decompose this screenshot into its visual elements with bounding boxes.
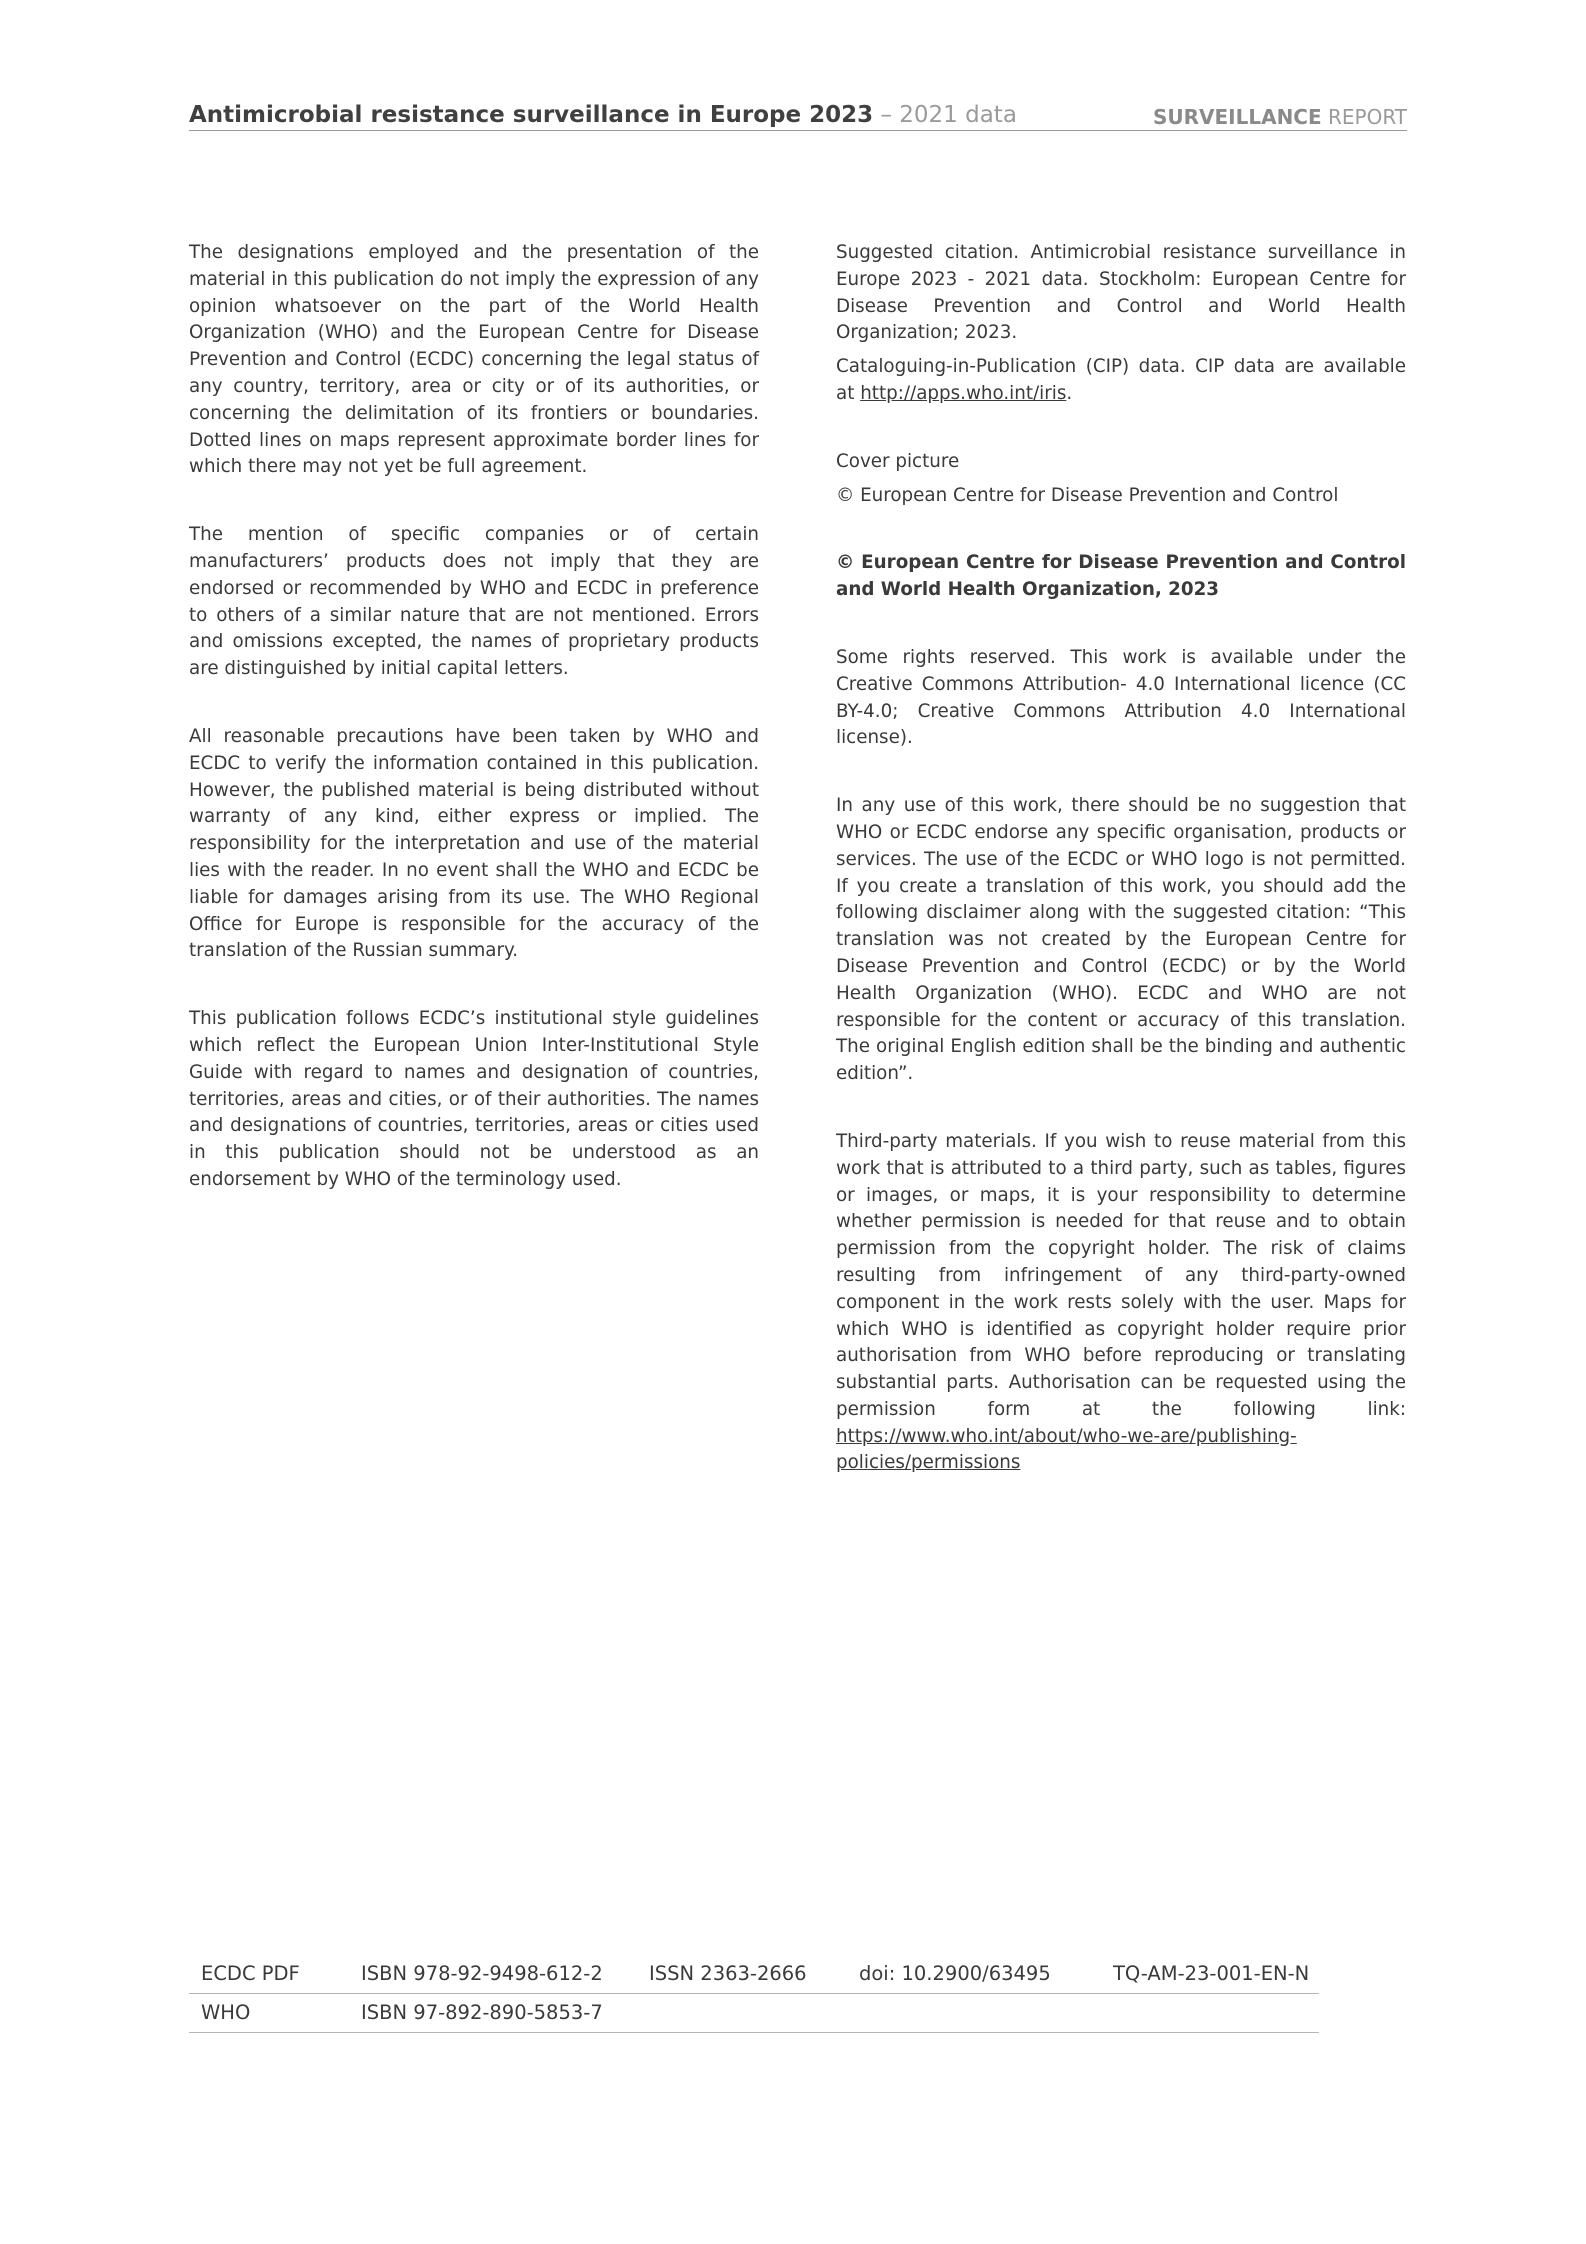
rights-paragraph: Some rights reserved. This work is available under the Creative Commons Attribution- 4.0 International licence (CC BY-4.0; Creative Commons Attribution 4.0 International license). xyxy=(836,646,1406,749)
header-subtitle: – 2021 data xyxy=(873,102,1017,128)
precautions-paragraph: All reasonable precautions have been taken by WHO and ECDC to verify the information contained in this publication. However, the published material is being distributed without warranty of any kind, either express or implied. The responsibility for the interpretation and use of the material lies with the reader. In no event shall the WHO and ECDC be liable for damages arising from its use. The WHO Regional Office for Europe is responsible for the accuracy of the translation of the Russian summary. xyxy=(189,725,759,962)
cip-paragraph xyxy=(836,354,1406,408)
cip-end: . xyxy=(1066,382,1073,404)
identifier-org: ECDC PDF xyxy=(201,1962,300,1985)
style-guide-paragraph: This publication follows ECDC’s institutional style guidelines which reflect the European Union Inter-Institutional Style Guide with regard to names and designation of countries, territories, areas and cities, or of their authorities. The names and designations of countries, territories, areas or cities used in this publication should not be understood as an endorsement by WHO of the terminology used. xyxy=(189,1008,759,1190)
report-type-light: REPORT xyxy=(1321,105,1407,129)
cip-link[interactable]: http://apps.who.int/iris xyxy=(860,382,1067,404)
cover-picture-label: Cover picture xyxy=(836,450,960,472)
copyright-notice: © European Centre for Disease Prevention and Control and World Health Organization, 2023 xyxy=(836,552,1406,601)
identifier-isbn: ISBN 97-892-890-5853-7 xyxy=(361,2001,603,2024)
third-party-paragraph xyxy=(836,1129,1406,1477)
identifier-catalogue: TQ-AM-23-001-EN-N xyxy=(1113,1962,1310,1985)
identifier-issn: ISSN 2363-2666 xyxy=(649,1962,807,1985)
identifier-row-ecdc xyxy=(189,1955,1319,1994)
identifiers-table xyxy=(189,1955,1319,2033)
header-title: Antimicrobial resistance surveillance in Europe 2023 xyxy=(189,102,874,128)
third-party-text: Third-party materials. If you wish to reuse material from this work that is attributed to a third party, such as tables, figures or images, or maps, it is your responsibility to determine whether permission is needed for that reuse and to obtain permission from the copyright holder. The risk of claims resulting from infringement of any third-party-owned component in the work rests solely with the user. Maps for which WHO is identified as copyright holder require prior authorisation from WHO before reproducing or translating substantial parts. Authorisation can be requested using the permission form at the following link: xyxy=(836,1130,1406,1420)
suggested-citation: Suggested citation. Antimicrobial resistance surveillance in Europe 2023 - 2021 data. Stockholm: European Centre for Disease Prevention and Control and World Health Organization; 2023. xyxy=(836,242,1406,344)
report-type xyxy=(1153,107,1407,127)
document-title xyxy=(189,104,1017,127)
identifier-row-who xyxy=(189,1994,1319,2033)
cip-text: Cataloguing-in-Publication (CIP) data. CIP data are available at xyxy=(836,356,1406,404)
identifier-isbn: ISBN 978-92-9498-612-2 xyxy=(361,1962,603,1985)
cover-picture-credit: © European Centre for Disease Prevention and Control xyxy=(836,484,1339,506)
report-type-bold: SURVEILLANCE xyxy=(1152,105,1322,129)
translation-paragraph: In any use of this work, there should be no suggestion that WHO or ECDC endorse any specific organisation, products or services. The use of the ECDC or WHO logo is not permitted. If you create a translation of this work, you should add the following disclaimer along with the suggested citation: “This translation was not created by the European Centre for Disease Prevention and Control (ECDC) or by the World Health Organization (WHO). ECDC and WHO are not responsible for the content or accuracy of this translation. The original English edition shall be the binding and authentic edition”. xyxy=(836,795,1406,1085)
identifier-org: WHO xyxy=(201,2001,251,2024)
page-header xyxy=(189,96,1407,131)
designations-paragraph: The designations employed and the presentation of the material in this publication do not imply the expression of any opinion whatsoever on the part of the World Health Organization (WHO) and the European Centre for Disease Prevention and Control (ECDC) concerning the legal status of any country, territory, area or city or of its authorities, or concerning the delimitation of its frontiers or boundaries. Dotted lines on maps represent approximate border lines for which there may not yet be full agreement. xyxy=(189,242,759,478)
companies-paragraph: The mention of specific companies or of certain manufacturers’ products does not imply that they are endorsed or recommended by WHO and ECDC in preference to others of a similar nature that are not mentioned. Errors and omissions excepted, the names of proprietary products are distinguished by initial capital letters. xyxy=(189,524,759,680)
permissions-link[interactable]: https://www.who.int/about/who-we-are/publishing-policies/permissions xyxy=(836,1425,1297,1474)
right-column xyxy=(836,240,1406,1518)
identifier-doi: doi: 10.2900/63495 xyxy=(859,1962,1051,1985)
left-column xyxy=(189,240,759,1235)
